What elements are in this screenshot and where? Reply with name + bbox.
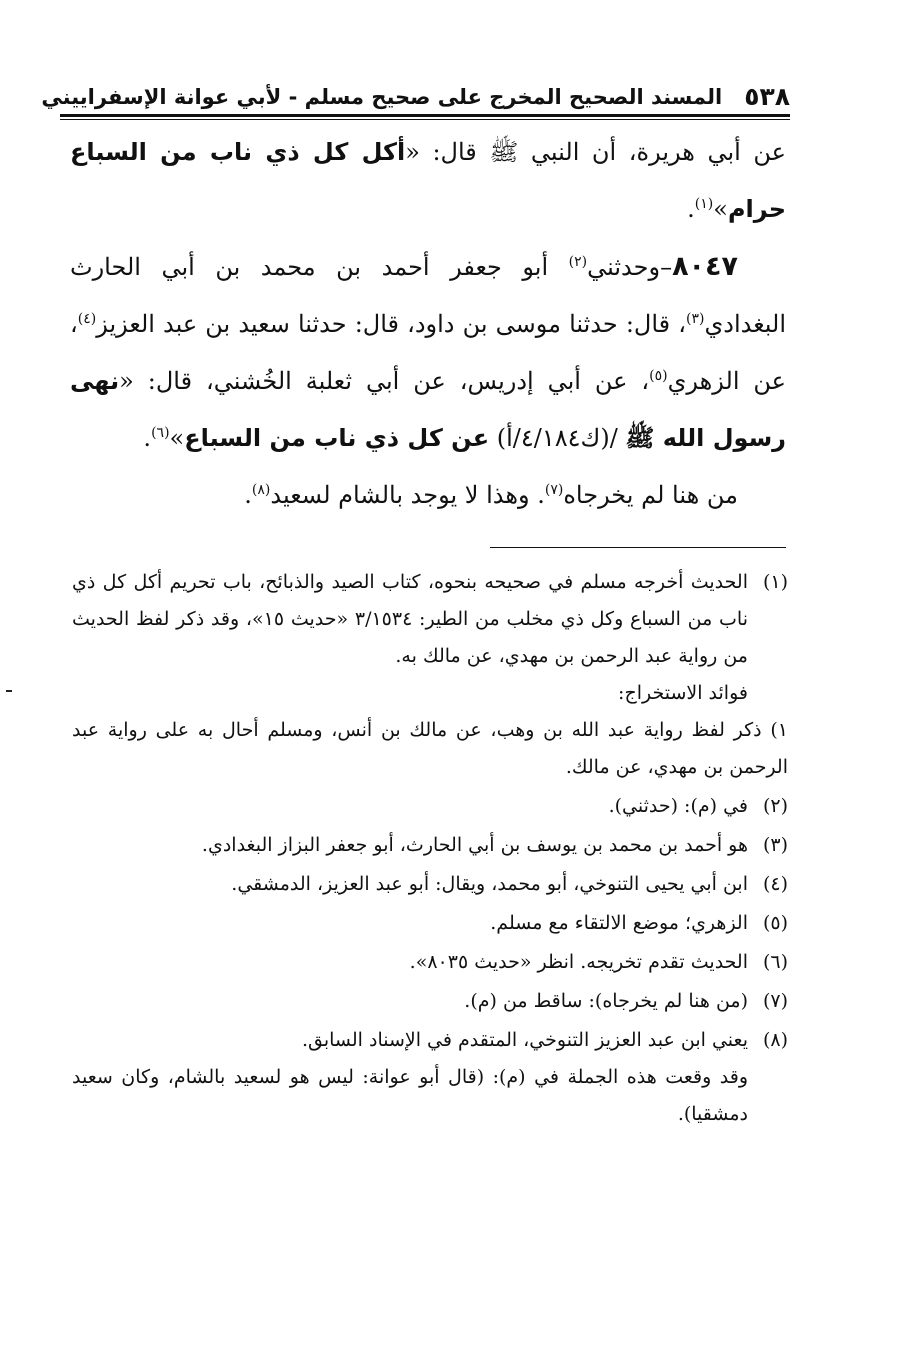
footnote-8 [72, 1022, 788, 1059]
text-span: أبو جعفر أحمد بن محمد بن أبي الحارث البغدادي [70, 253, 787, 338]
footnote-1-heading: فوائد الاستخراج: [618, 682, 748, 704]
footnotes [72, 564, 788, 1133]
footnote-number: (٤) [762, 873, 788, 895]
footnote-ref-2[interactable]: (٢) [568, 254, 588, 270]
footnote-ref-1[interactable]: (١) [694, 196, 714, 212]
text-span: ، عن الزهري [70, 310, 787, 395]
text-span: ، قال: حدثنا موسى بن داود، قال: حدثنا سعيد بن عبد العزيز [96, 310, 686, 338]
text-span: عن أبي هريرة، أن النبي ﷺ قال: « [405, 138, 786, 166]
footnote-text: يعني ابن عبد العزيز التنوخي، المتقدم في الإسناد السابق. [301, 1029, 748, 1051]
footnote-text: الحديث تقدم تخريجه. انظر «حديث ٨٠٣٥». [409, 951, 748, 973]
quote-close: » [713, 195, 728, 223]
book-title: المسند الصحيح المخرج على صحيح مسلم - لأبي عوانة الإسفراييني [41, 85, 723, 109]
footnote-6 [72, 944, 788, 981]
prophetic-quote: نهى رسول الله ﷺ [70, 367, 786, 452]
margin-mark [6, 690, 12, 692]
footnote-text: هو أحمد بن محمد بن يوسف بن أبي الحارث، أبو جعفر البزاز البغدادي. [201, 834, 748, 856]
footnote-number: (٦) [762, 951, 788, 973]
main-text [70, 124, 786, 524]
footnote-1 [72, 564, 788, 675]
footnote-number: (١) [762, 571, 788, 593]
running-header [41, 72, 790, 112]
manuscript-ref: /(ك٤/١٨٤/أ) [489, 424, 626, 452]
footnote-text: الحديث أخرجه مسلم في صحيحه بنحوه، كتاب الصيد والذبائح، باب تحريم أكل كل ذي ناب من السباع وكل ذي مخلب من الطير: ٣/١٥٣٤ «حديث ١٥»، وقد ذكر لفظ الحديث من رواية عبد الرحمن بن مهدي، عن مالك به. [72, 571, 748, 667]
footnote-1-point: ١) ذكر لفظ رواية عبد الله بن وهب، عن مالك بن أنس، ومسلم أحال به على رواية عبد الرحمن بن مهدي، عن مالك. [72, 719, 788, 778]
footnote-text: في (م): (حدثني). [608, 795, 748, 817]
text-span: من هنا لم يخرجاه [563, 481, 738, 509]
period: . [244, 481, 252, 509]
footnote-number: (٢) [762, 795, 788, 817]
page-number: ٥٣٨ [744, 82, 790, 111]
paragraph-comment [70, 467, 786, 524]
hadith-number: ٨٠٤٧ [672, 251, 738, 282]
footnote-number: (٣) [762, 834, 788, 856]
footnote-ref-8[interactable]: (٨) [251, 482, 271, 498]
footnote-4 [72, 866, 788, 903]
text-span: ، عن أبي إدريس، عن أبي ثعلبة الخُشني، قال: « [119, 367, 650, 395]
footnote-text: ابن أبي يحيى التنوخي، أبو محمد، ويقال: أبو عبد العزيز، الدمشقي. [231, 873, 748, 895]
footnote-7 [72, 983, 788, 1020]
period: . [143, 424, 152, 452]
header-rule [60, 114, 790, 117]
footnote-number: (٥) [762, 912, 788, 934]
quote-close: » [169, 424, 185, 452]
footnote-ref-6[interactable]: (٦) [151, 425, 170, 441]
paragraph-hadith-8047 [70, 238, 786, 467]
footnote-text: الزهري؛ موضع الالتقاء مع مسلم. [490, 912, 748, 934]
footnote-ref-5[interactable]: (٥) [649, 368, 668, 384]
footnote-ref-7[interactable]: (٧) [544, 482, 564, 498]
footnote-8-extra: وقد وقعت هذه الجملة في (م): (قال أبو عوانة: ليس هو لسعيد بالشام، وكان سعيد دمشقيا). [72, 1066, 748, 1125]
footnote-divider [490, 547, 786, 548]
prophetic-quote: أكل كل ذي ناب من السباع حرام [70, 138, 786, 223]
prophetic-quote: عن كل ذي ناب من السباع [184, 424, 490, 452]
text-span: . وهذا لا يوجد بالشام لسعيد [270, 481, 545, 509]
footnote-number: (٨) [762, 1029, 788, 1051]
text-span: –وحدثني [587, 253, 673, 281]
period: . [687, 195, 695, 223]
footnote-2 [72, 788, 788, 825]
footnote-5 [72, 905, 788, 942]
footnote-3 [72, 827, 788, 864]
paragraph-hadith-1 [70, 124, 786, 238]
footnote-text: (من هنا لم يخرجاه): ساقط من (م). [464, 990, 748, 1012]
footnote-number: (٧) [762, 990, 788, 1012]
footnote-ref-4[interactable]: (٤) [77, 311, 97, 327]
footnote-ref-3[interactable]: (٣) [686, 311, 705, 327]
header-rule-thin [60, 119, 790, 120]
